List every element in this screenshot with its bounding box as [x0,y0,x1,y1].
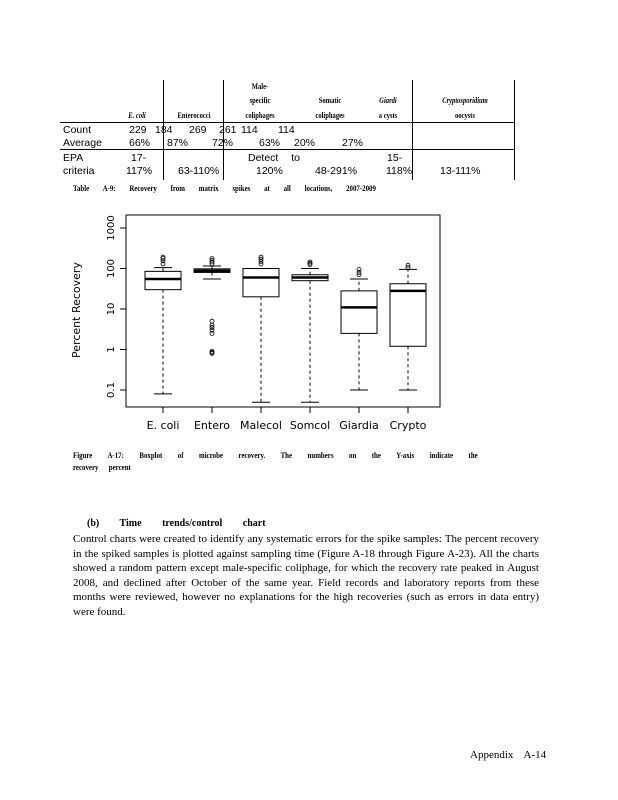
cell-count-male-a: 261 [219,124,237,136]
section-heading: (b) Time trends/control chart [87,518,266,529]
cell-average-somatic-b: 27% [342,137,364,149]
row-label-average: Average [63,137,102,149]
x-axis [147,407,427,432]
header-crypto-line1: Cryptosporidium [442,96,488,105]
header-ecoli: E. coli [128,111,146,120]
box-iqr [145,271,181,289]
box-crypto [390,263,426,390]
header-somatic-line2: coliphages [315,111,345,120]
x-tick-label: Malecol [240,419,282,432]
box-entero [194,257,230,356]
cell-average-entero-a: 87% [167,137,189,149]
cell-epa-ecoli-line2: 117% [126,165,153,177]
box-iqr [243,269,279,297]
cell-count-entero-a: 184 [155,124,173,136]
box-iqr [341,291,377,333]
y-tick-label: 1 [106,346,117,353]
body-paragraph: Control charts were created to identify any systematic errors for the spike samples: The percent recovery in the spiked samples is plotted against sampling time (Figure A-18 through Figure A-23). All the charts showed a random pattern except male-specific coliphage, for which the recovery rate peaked in August 2008, and declined after October of the same year. Field records and laboratory reports from these months were reviewed, however no explanations for the high recoveries (such as errors in data entry) were found. [73,533,539,618]
box-e-coli [145,255,181,394]
recovery-table [60,80,514,180]
boxplot-chart [60,210,460,445]
box-giardia [341,267,377,390]
box-somcol [292,260,328,402]
x-tick-label: Entero [193,419,231,432]
cell-average-ecoli: 66% [129,137,151,149]
cell-count-ecoli: 229 [129,124,147,136]
cell-count-somatic: 114 [278,124,295,136]
figure-caption-line2: recovery percent [73,463,131,472]
cell-count-entero-b: 269 [189,124,207,136]
y-tick-label: 10 [106,302,117,316]
box-iqr [390,284,426,347]
boxes-group [145,255,426,402]
page-number: Appendix A-14 [470,749,547,761]
figure-caption-line1: Figure A-17: Boxplot of microbe recovery. The numbers on the Y-axis indicate the [73,451,478,460]
cell-epa-male-line1: Detect to [248,152,301,164]
header-somatic-line1: Somatic [318,96,342,105]
cell-epa-entero: 63-110% [178,165,220,177]
table-caption: Table A-9: Recovery from matrix spikes at all locations, 2007-2009 [73,184,376,193]
table-vrule [514,80,515,180]
header-male-line2: specific [249,96,271,105]
y-axis-label: Percent Recovery [70,262,83,358]
box-malecol [243,255,279,402]
x-tick-label: Somcol [289,419,331,432]
y-tick-label: 1000 [106,215,117,241]
header-crypto-line2: oocysts [454,111,476,120]
cell-average-somatic-a: 20% [294,137,316,149]
y-tick-label: 0.1 [106,382,117,398]
table-vrule [412,80,413,180]
x-tick-label: E. coli [146,419,180,432]
table-hrule [60,149,514,150]
cell-average-male: 63% [259,137,281,149]
row-label-epa-line2: criteria [63,165,95,177]
x-tick-label: Crypto [389,419,427,432]
row-label-epa-line1: EPA [63,152,84,164]
row-label-count: Count [63,124,92,136]
header-male-line1: Male- [251,82,269,91]
cell-epa-giardia-line2: 118% [386,165,413,177]
header-giardia-line2: a cysts [378,111,398,120]
cell-epa-male-line2: 120% [256,165,283,177]
outlier-point [210,319,214,323]
header-enterococci: Enterococci [177,111,211,120]
header-giardia-line1: Giardi [379,96,397,105]
cell-epa-somatic: 48-291% [315,165,358,177]
cell-epa-giardia-line1: 15- [387,152,403,164]
cell-epa-ecoli-line1: 17- [131,152,147,164]
header-male-line3: coliphages [245,111,275,120]
cell-average-entero-b: 72% [212,137,234,149]
x-tick-label: Giardia [339,419,379,432]
y-tick-label: 100 [106,258,117,279]
cell-epa-crypto: 13-111% [440,165,481,177]
cell-count-male-b: 114 [241,124,258,136]
y-axis [106,215,126,398]
table-hrule [60,122,514,123]
